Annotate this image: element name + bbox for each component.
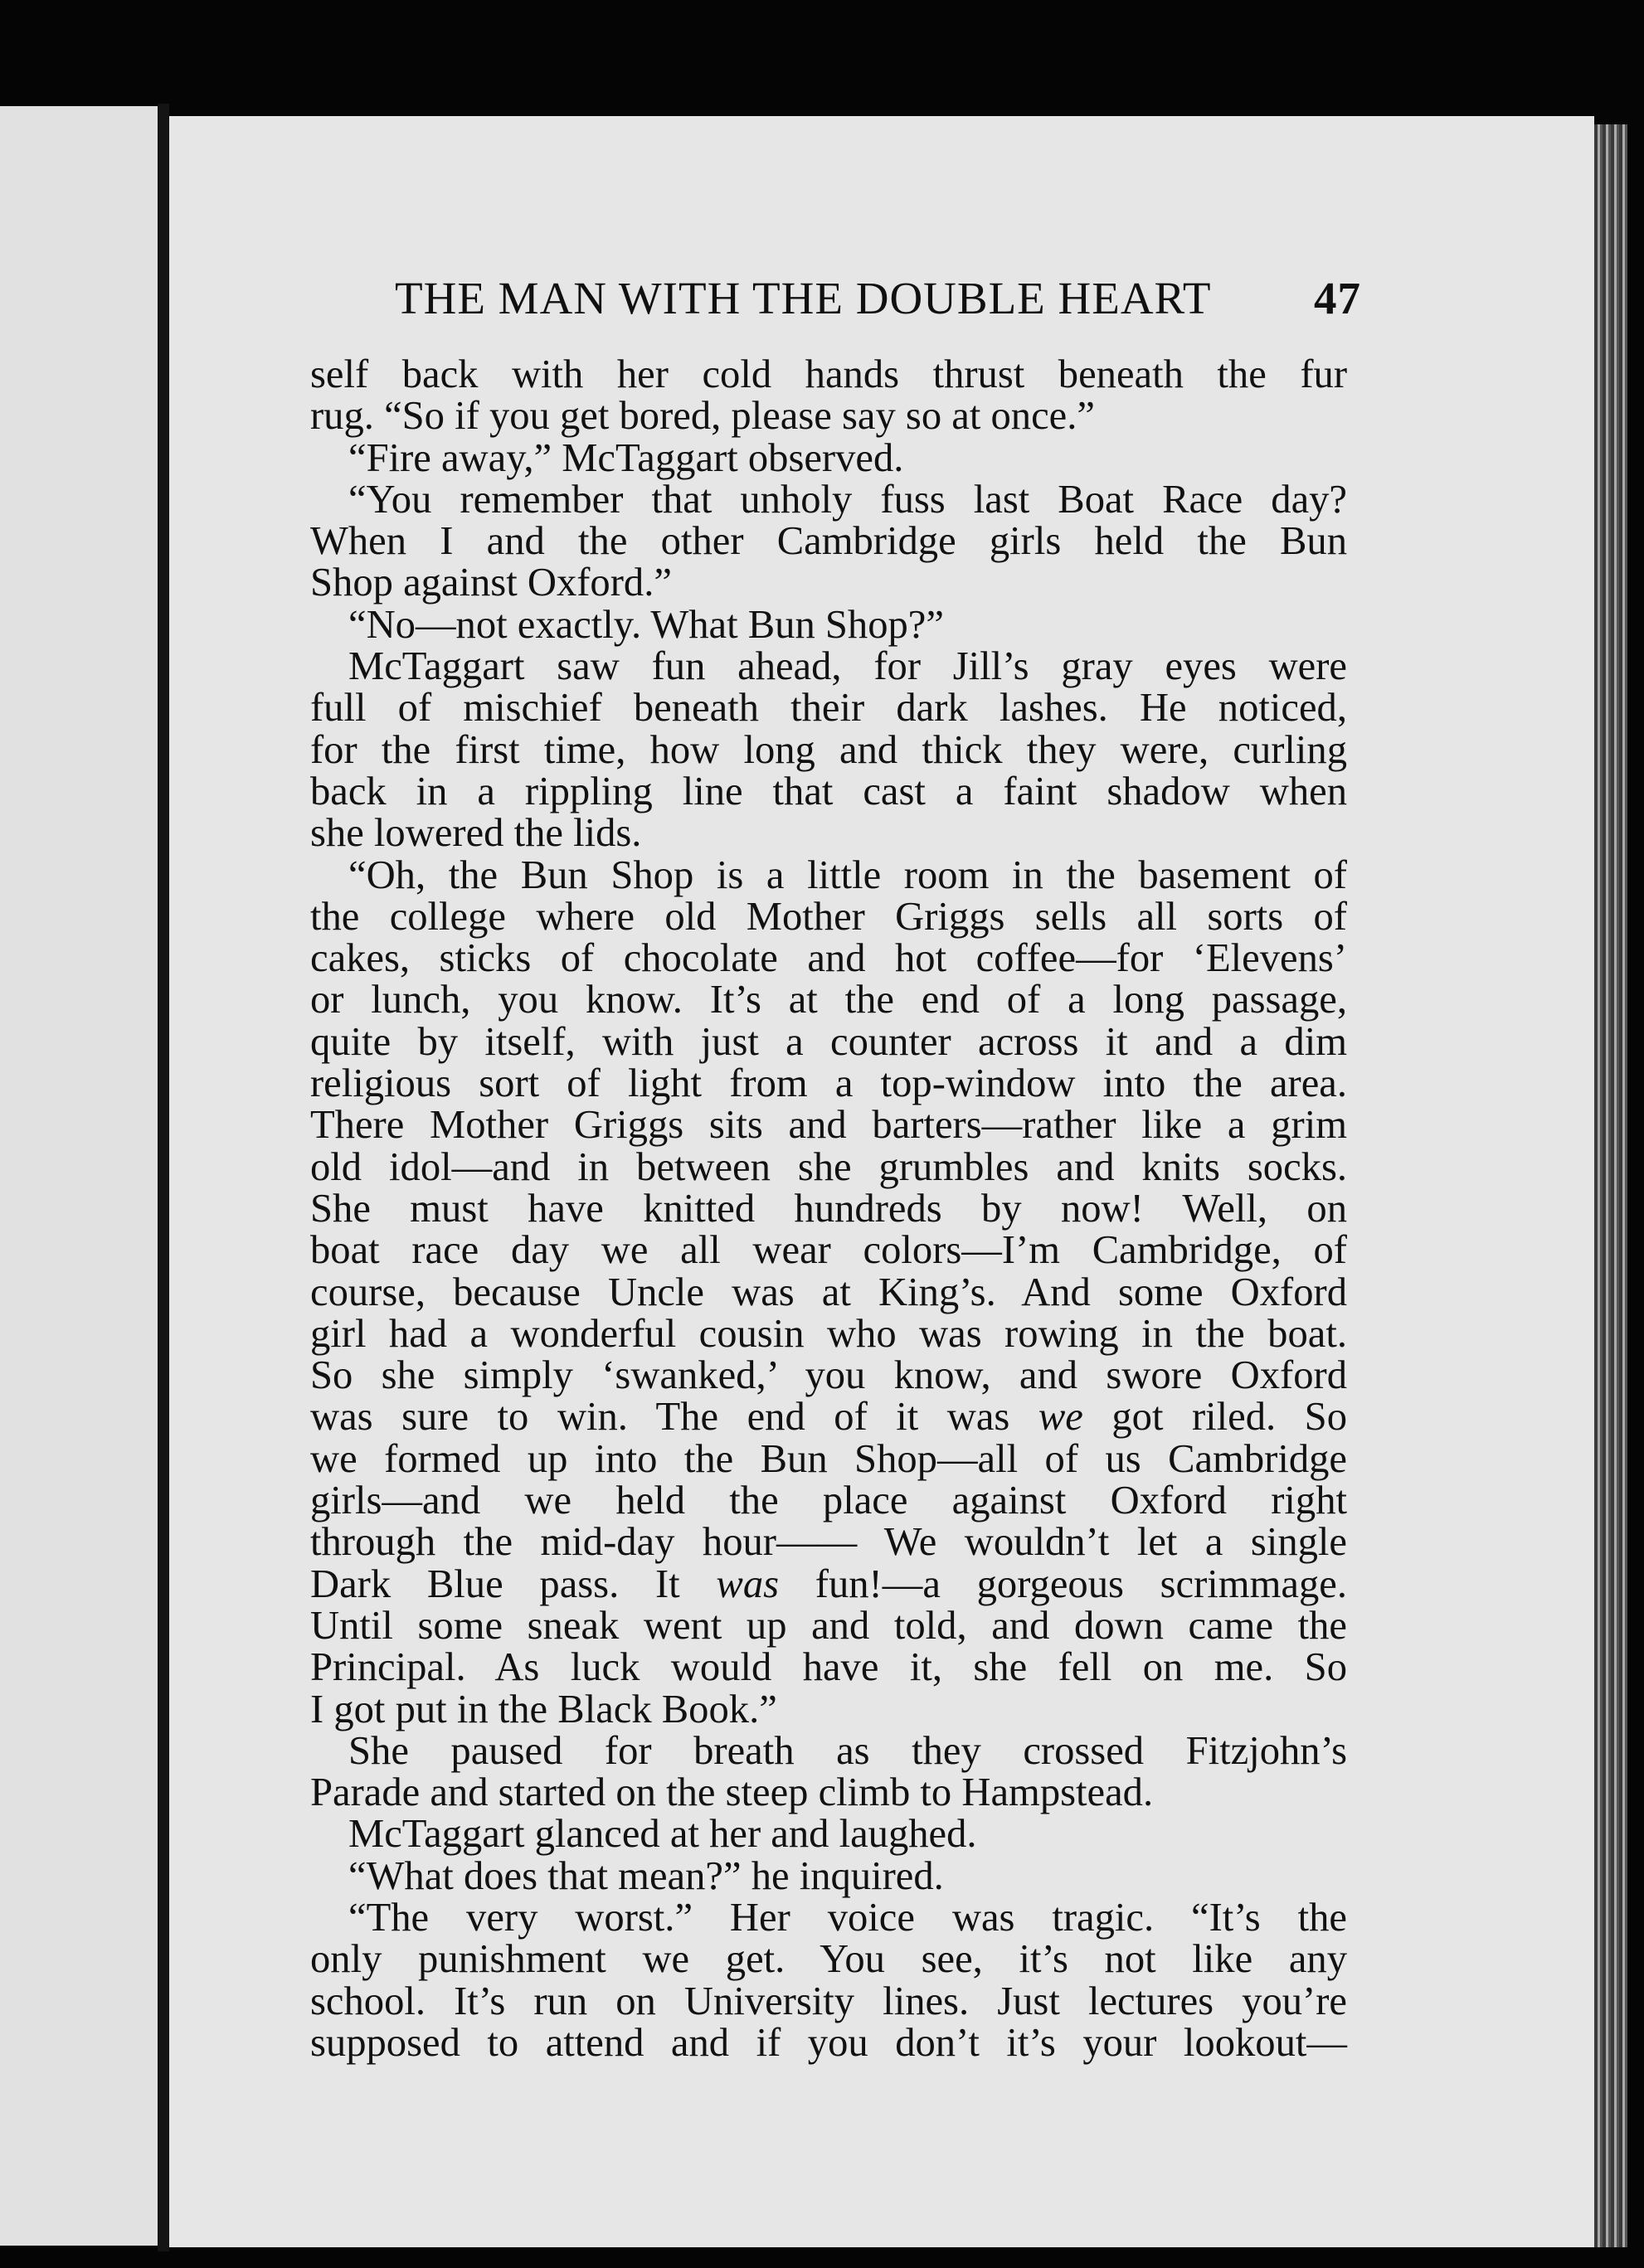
- text-line: for the first time, how long and thick they were, curling: [310, 726, 1347, 772]
- text-line: religious sort of light from a top-window into the area.: [310, 1061, 1347, 1106]
- text-line: girls—and we held the place against Oxford right: [310, 1478, 1347, 1523]
- page-stack-edge: [1594, 124, 1627, 2247]
- text-line: through the mid-day hour—— We wouldn’t let a single: [310, 1519, 1347, 1565]
- text-line: quite by itself, with just a counter across it and a dim: [310, 1018, 1347, 1064]
- text-line: supposed to attend and if you don’t it’s your lookout—: [310, 2019, 1347, 2065]
- body-text: [310, 353, 1347, 2063]
- facing-page-edge: [0, 106, 164, 2246]
- text-line: “Oh, the Bun Shop is a little room in the basement of: [348, 852, 1347, 897]
- text-line: She must have knitted hundreds by now! Well, on: [310, 1185, 1347, 1231]
- text-line: cakes, sticks of chocolate and hot coffee—for ‘Elevens’: [310, 935, 1347, 981]
- text-line: Until some sneak went up and told, and down came the: [310, 1602, 1347, 1648]
- text-line: self back with her cold hands thrust beneath the fur: [310, 352, 1347, 396]
- text-line: “Fire away,” McTaggart observed.: [348, 435, 904, 480]
- text-line: When I and the other Cambridge girls held the Bun: [310, 518, 1347, 564]
- text-line: we formed up into the Bun Shop—all of us Cambridge: [310, 1435, 1347, 1481]
- text-line: course, because Uncle was at King’s. And some Oxford: [310, 1269, 1347, 1314]
- text-line: “No—not exactly. What Bun Shop?”: [348, 601, 944, 647]
- text-line: There Mother Griggs sits and barters—rather like a grim: [310, 1102, 1347, 1148]
- text-line: the college where old Mother Griggs sells all sorts of: [310, 893, 1347, 939]
- text-line: girl had a wonderful cousin who was rowing in the boat.: [310, 1310, 1347, 1356]
- book-gutter: [158, 104, 169, 2251]
- text-line: “The very worst.” Her voice was tragic. “It’s the: [348, 1894, 1347, 1940]
- text-line: McTaggart saw fun ahead, for Jill’s gray eyes were: [348, 643, 1347, 689]
- text-line: Shop against Oxford.”: [310, 560, 672, 605]
- text-line: rug. “So if you get bored, please say so at once.”: [310, 393, 1095, 439]
- text-line: boat race day we all wear colors—I’m Cambridge, of: [310, 1227, 1347, 1273]
- text-line: She paused for breath as they crossed Fitzjohn’s: [348, 1727, 1347, 1773]
- running-title: THE MAN WITH THE DOUBLE HEART: [395, 273, 1212, 323]
- text-line: or lunch, you know. It’s at the end of a long passage,: [310, 977, 1347, 1022]
- page-number: 47: [1314, 273, 1361, 323]
- text-line: was sure to win. The end of it was we got riled. So: [310, 1394, 1347, 1440]
- text-line: only punishment we get. You see, it’s not like any: [310, 1936, 1347, 1982]
- text-line: Principal. As luck would have it, she fell on me. So: [310, 1644, 1347, 1690]
- text-line: So she simply ‘swanked,’ you know, and swore Oxford: [310, 1353, 1347, 1398]
- text-line: she lowered the lids.: [310, 810, 642, 856]
- text-line: “What does that mean?” he inquired.: [348, 1853, 944, 1898]
- text-line: back in a rippling line that cast a faint shadow when: [310, 768, 1347, 813]
- text-line: Dark Blue pass. It was fun!—a gorgeous scrimmage.: [310, 1561, 1347, 1606]
- text-line: full of mischief beneath their dark lashes. He noticed,: [310, 685, 1347, 731]
- text-line: old idol—and in between she grumbles and knits socks.: [310, 1144, 1347, 1189]
- text-line: I got put in the Black Book.”: [310, 1686, 777, 1731]
- text-line: school. It’s run on University lines. Just lectures you’re: [310, 1978, 1347, 2023]
- text-line: “You remember that unholy fuss last Boat Race day?: [348, 476, 1347, 522]
- running-head: [395, 272, 1361, 330]
- text-line: Parade and started on the steep climb to Hampstead.: [310, 1770, 1154, 1815]
- text-line: McTaggart glanced at her and laughed.: [348, 1811, 977, 1857]
